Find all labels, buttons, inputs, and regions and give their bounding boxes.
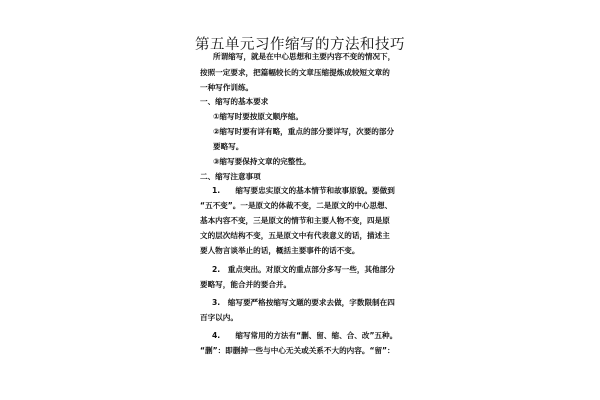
paragraph-line: 基本内容不变，三是原文的情节和主要人物不变，四是原 [200, 216, 390, 225]
paragraph-line: 百字以内。 [200, 313, 238, 322]
numbered-item: 1. 缩写要忠实原文的基本情节和故事原貌。要做到 [212, 186, 395, 195]
list-item: ①缩写时要按原文顺序缩。 [213, 112, 303, 121]
section-heading: 一、缩写的基本要求 [200, 97, 269, 106]
numbered-item: 4. 缩写常用的方法有“删、留、缩、合、改”五种。 [212, 331, 398, 340]
list-item: ③缩写要保持文章的完整性。 [213, 157, 311, 166]
section-heading: 二、缩写注意事项 [200, 172, 261, 181]
paragraph-line: 要人物言谈举止的话，概括主要事件的话不变。 [200, 246, 360, 255]
paragraph-line: 一种写作训练。 [200, 83, 254, 92]
list-item: ②缩写时要有详有略，重点的部分要详写，次要的部分 [213, 127, 395, 136]
document-title: 第五单元习作缩写的方法和技巧 [195, 37, 405, 53]
paragraph-line: 按照一定要求，把篇幅较长的文章压缩提炼成较短文章的 [200, 68, 390, 77]
paragraph-line: “五不变”。一是原文的体裁不变，二是原文的中心思想、 [200, 201, 393, 210]
numbered-item: 2. 重点突出。对原文的重点部分多写一些，其他部分 [212, 265, 395, 274]
paragraph-line: 要略写，能合并的要合并。 [200, 280, 292, 289]
list-item-continuation: 要略写。 [213, 142, 244, 151]
paragraph-line: “删”：即删掉一些与中心无关或关系不大的内容。“留”： [200, 346, 395, 355]
paragraph-line: 所谓缩写，就是在中心思想和主要内容不变的情况下， [213, 52, 396, 61]
numbered-item: 3. 缩写要严格按缩写文题的要求去做，字数限制在四 [212, 298, 395, 307]
paragraph-line: 文的层次结构不变，五是原文中有代表意义的话，描述主 [200, 231, 390, 240]
